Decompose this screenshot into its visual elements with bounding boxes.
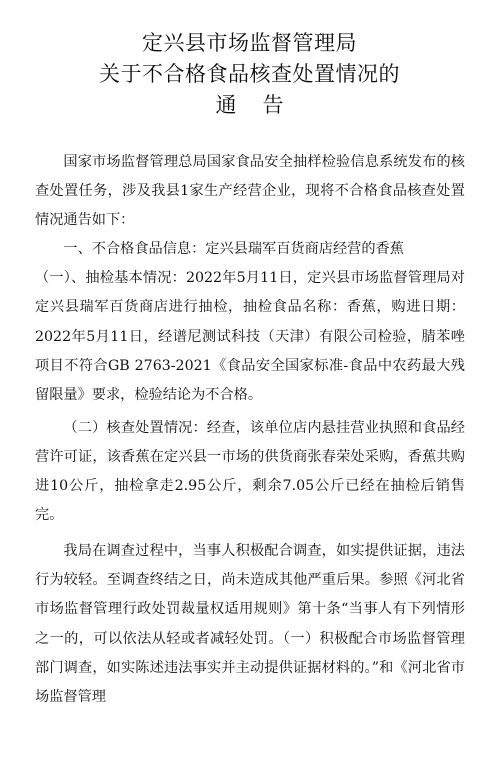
notice-body: [35, 148, 465, 712]
paragraph-verification-handling: （二）核查处置情况：经查，该单位店内悬挂营业执照和食品经营许可证，该香蕉在定兴县一市场的供货商张春荣处采购，香蕉共购进10公斤，抽检拿走2.95公斤，剩余7.05公斤已经在抽检后销售完。: [35, 419, 465, 524]
notice-title: [0, 28, 499, 121]
paragraph-intro: 国家市场监督管理总局国家食品安全抽样检验信息系统发布的核查处置任务，涉及我县1家生产经营企业，现将不合格食品核查处置情况通告如下：: [35, 154, 465, 229]
paragraph-section-1: 一、不合格食品信息：定兴县瑞军百货商店经营的香蕉: [63, 241, 404, 258]
title-line-1: 定兴县市场监督管理局: [142, 31, 357, 55]
title-line-2: 关于不合格食品核查处置情况的: [99, 62, 400, 86]
paragraph-investigation: 我局在调查过程中，当事人积极配合调查，如实提供证据，违法行为较轻。至调查终结之日，尚未造成其他严重后果。参照《河北省市场监督管理行政处罚裁量权适用规则》第十条“当事人有下列情形之一的，可以依法从轻或者减轻处罚。（一）积极配合市场监督管理部门调查，如实陈述违法事实并主动提供证据材料的。”和《河北省市场监督管理: [35, 543, 465, 705]
title-line-3: 通告: [215, 93, 310, 117]
paragraph-inspection-basics: （一）、抽检基本情况：2022年5月11日，定兴县市场监督管理局对定兴县瑞军百货商店进行抽检，抽检食品名称：香蕉，购进日期：2022年5月11日，经谱尼测试科技（天津）有限公司检验，腈苯唑项目不符合GB 2763-2021《食品安全国家标准-食品中农药最大残留限量》要求，检验结论为不合格。: [35, 270, 465, 403]
